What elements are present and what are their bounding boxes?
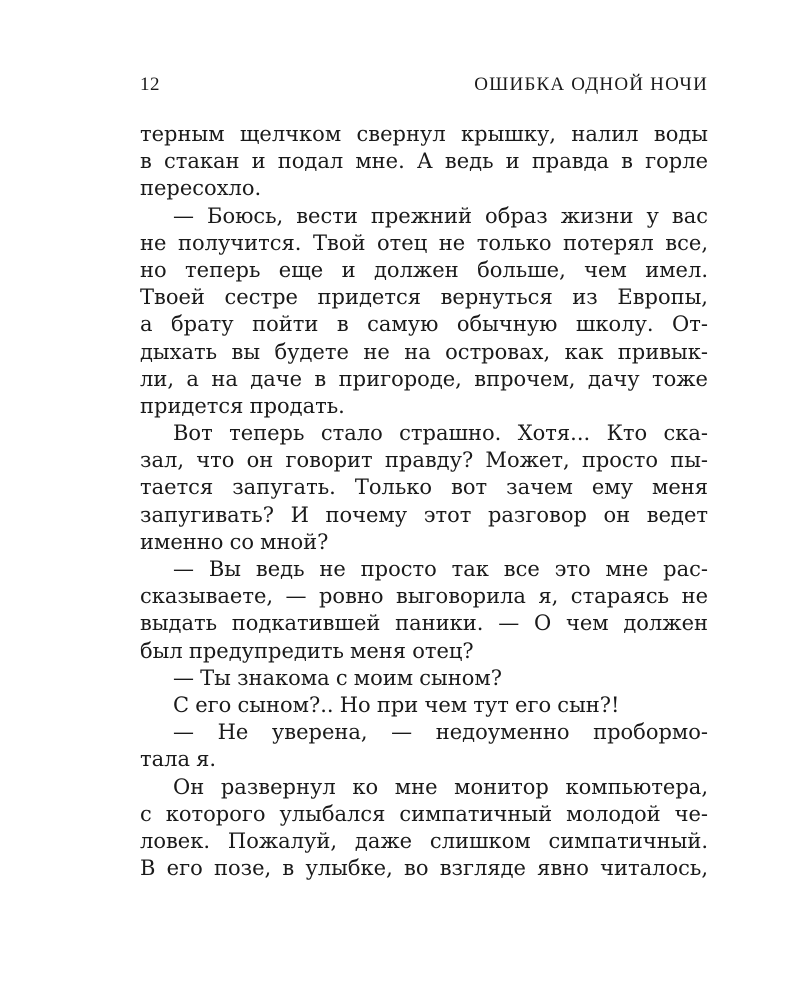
text-line: терным щелчком свернул крышку, налил воды	[140, 122, 708, 146]
text-line: Вот теперь стало страшно. Хотя... Кто ска-	[173, 421, 708, 446]
text-line: — Боюсь, вести прежний образ жизни у вас	[173, 203, 708, 228]
text-line: В его позе, в улыбке, во взгляде явно читалось,	[140, 856, 708, 881]
text-line: пересохло.	[140, 176, 262, 201]
text-line: с которого улыбался симпатичный молодой че-	[140, 801, 708, 826]
text-line: выдать подкатившей паники. — О чем должен	[140, 611, 708, 636]
running-head	[140, 74, 708, 104]
text-line: — Ты знакома с моим сыном?	[173, 665, 502, 690]
text-line: запугивать? И почему этот разговор он ведет	[140, 502, 708, 527]
text-line: — Вы ведь не просто так все это мне рас-	[173, 557, 708, 581]
text-line: Твоей сестре придется вернуться из Европы,	[140, 285, 708, 310]
text-line: ловек. Пожалуй, даже слишком симпатичный.	[140, 828, 708, 853]
page-number: 12	[140, 74, 160, 95]
text-line: сказываете, — ровно выговорила я, стараясь не	[140, 584, 708, 609]
text-line: в стакан и подал мне. А ведь и правда в горле	[140, 149, 708, 174]
text-line: а брату пойти в самую обычную школу. От-	[140, 312, 708, 337]
body-text	[140, 121, 708, 882]
text-line: придется продать.	[140, 393, 345, 418]
text-line: дыхать вы будете не на островах, как привык-	[140, 339, 708, 364]
text-line: С его сыном?.. Но при чем тут его сын?!	[173, 692, 620, 717]
text-line: но теперь еще и должен больше, чем имел.	[140, 257, 708, 282]
text-line: — Не уверена, — недоуменно пробормо-	[173, 720, 708, 745]
text-line: ли, а на даче в пригороде, впрочем, дачу тоже	[140, 366, 708, 391]
text-line: был предупредить меня отец?	[140, 638, 474, 663]
text-line: именно со мной?	[140, 529, 329, 554]
text-line: не получится. Твой отец не только потерял все,	[140, 230, 708, 255]
text-line: тается запугать. Только вот зачем ему меня	[140, 475, 708, 500]
text-line: тала я.	[140, 747, 217, 772]
text-line: Он развернул ко мне монитор компьютера,	[173, 774, 708, 799]
book-title: ОШИБКА ОДНОЙ НОЧИ	[474, 74, 708, 95]
text-line: зал, что он говорит правду? Может, просто пы-	[140, 448, 708, 473]
